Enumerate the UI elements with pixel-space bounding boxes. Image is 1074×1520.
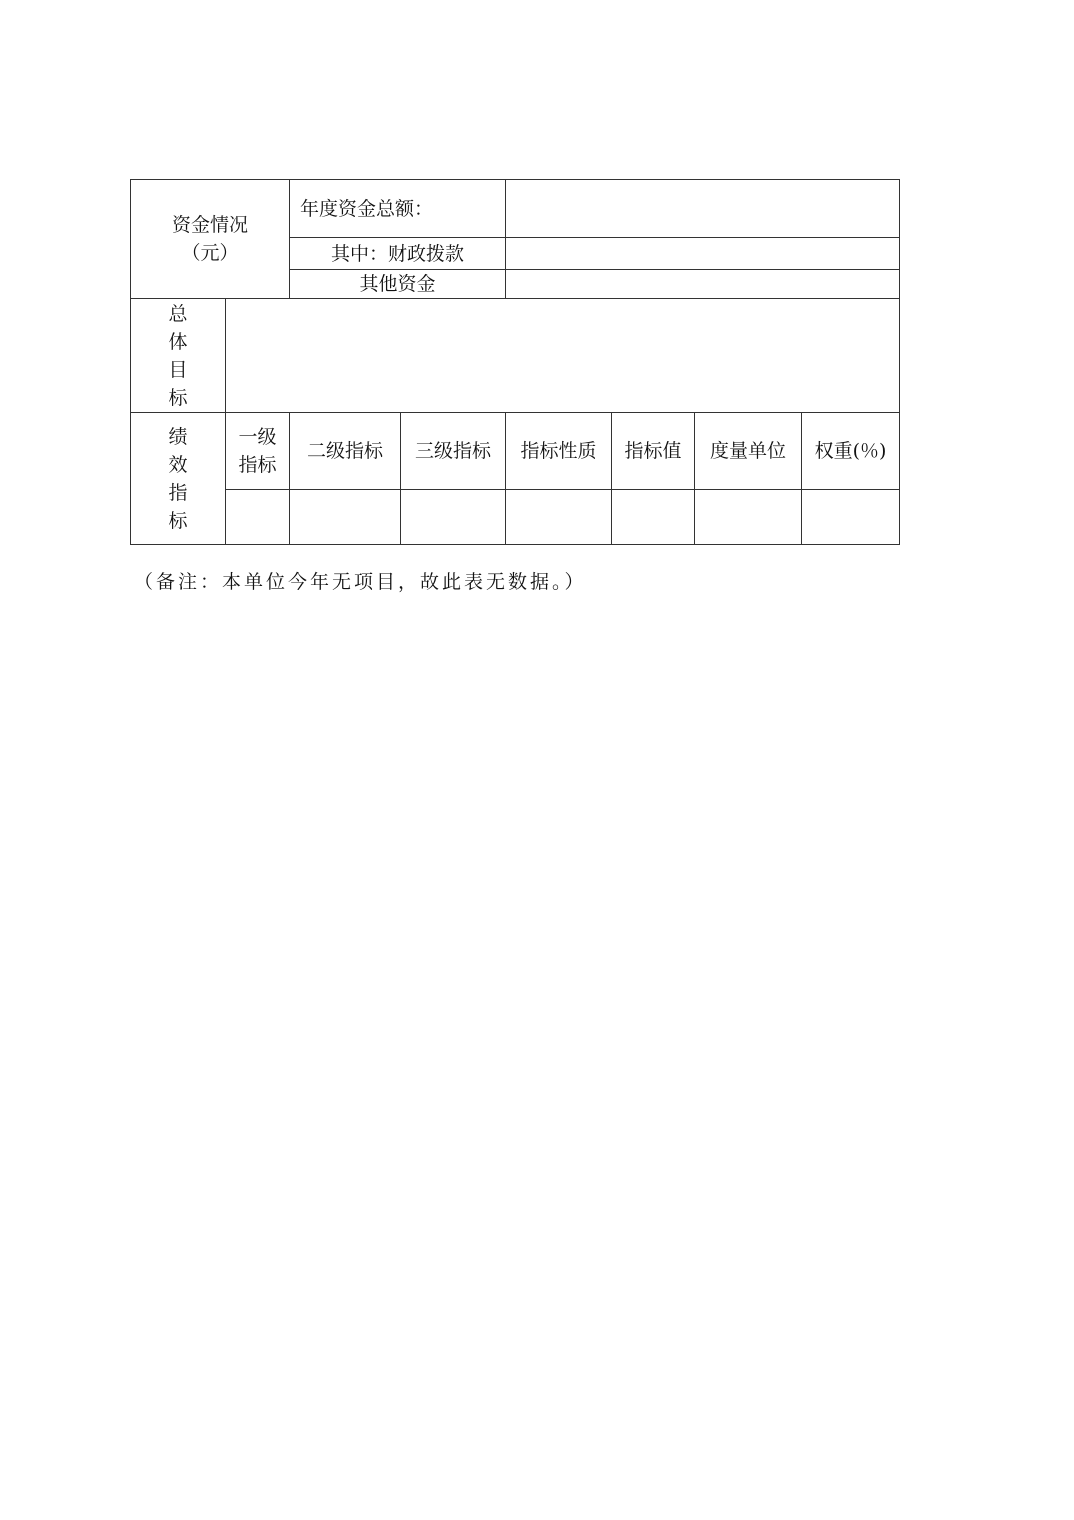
measurement-unit-header: 度量单位 [695, 413, 802, 490]
indicator-nature-header: 指标性质 [506, 413, 612, 490]
level2-cell [290, 490, 401, 545]
level3-indicator-header: 三级指标 [401, 413, 506, 490]
value-cell [612, 490, 695, 545]
level1-header-line1: 一级 [238, 426, 277, 448]
overall-goal-row [131, 299, 900, 413]
performance-char: 效 [168, 453, 188, 476]
weight-percent-header: 权重(％) [802, 413, 900, 490]
overall-goal-label [131, 299, 226, 413]
annual-total-label: 年度资金总额： [290, 180, 506, 238]
overall-goal-value [226, 299, 900, 413]
performance-indicator-label [131, 413, 226, 545]
level1-indicator-header [226, 413, 290, 490]
indicator-value-header: 指标值 [612, 413, 695, 490]
annual-total-value [506, 180, 900, 238]
performance-char: 标 [168, 509, 188, 532]
nature-cell [506, 490, 612, 545]
goal-char: 目 [168, 358, 188, 381]
goal-char: 总 [168, 302, 188, 325]
funds-total-row [131, 180, 900, 238]
performance-char: 指 [168, 481, 188, 504]
remark-note: （备注：本单位今年无项目，故此表无数据。） [134, 571, 587, 593]
project-performance-table [130, 179, 900, 545]
fiscal-allocation-label: 其中：财政拨款 [290, 238, 506, 270]
fiscal-allocation-value [506, 238, 900, 270]
funds-unit-label: （元） [181, 242, 239, 264]
performance-char: 绩 [168, 425, 188, 448]
performance-data-row [131, 490, 900, 545]
level2-indicator-header: 二级指标 [290, 413, 401, 490]
funds-label-cell [131, 180, 290, 299]
level1-cell [226, 490, 290, 545]
level3-cell [401, 490, 506, 545]
weight-cell [802, 490, 900, 545]
funds-label: 资金情况 [172, 214, 249, 236]
goal-char: 体 [168, 330, 188, 353]
level1-header-line2: 指标 [238, 454, 277, 476]
unit-cell [695, 490, 802, 545]
goal-char: 标 [168, 386, 188, 409]
other-funds-value [506, 270, 900, 299]
other-funds-label: 其他资金 [290, 270, 506, 299]
performance-header-row [131, 413, 900, 490]
